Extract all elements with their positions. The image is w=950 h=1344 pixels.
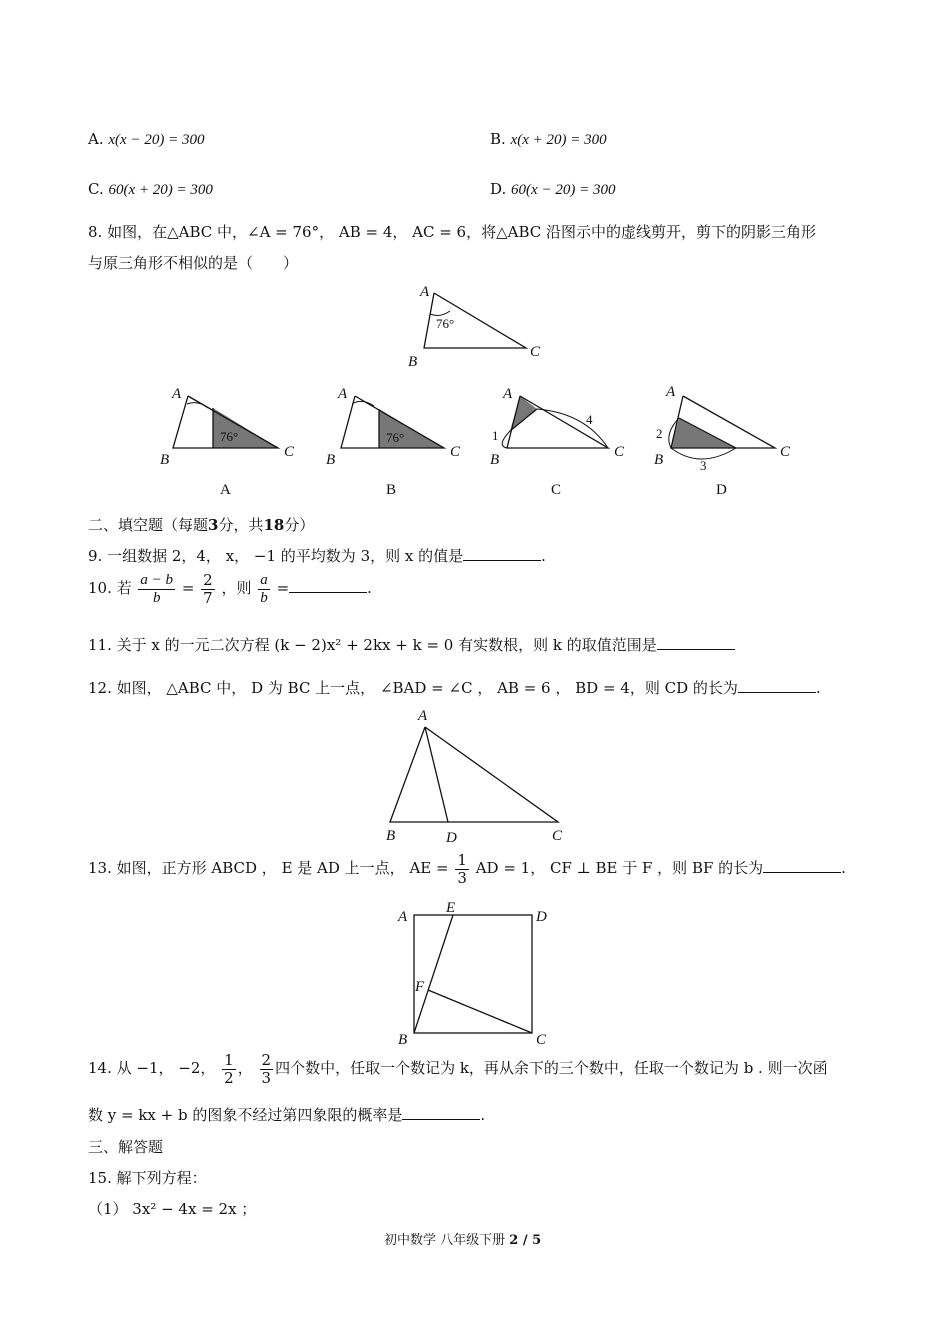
svg-text:3: 3	[700, 458, 707, 473]
q13-label-f: F	[415, 979, 425, 995]
q8-original-triangle	[408, 284, 541, 370]
q13-figure	[390, 898, 560, 1048]
q15-question: 15. 解下列方程：	[88, 1169, 207, 1187]
svg-text:B: B	[490, 452, 500, 468]
q8-option-c-figure	[490, 386, 625, 498]
q8-option-a-figure	[160, 386, 295, 498]
q8-caption-b: B	[386, 482, 397, 498]
q13-label-d: D	[536, 909, 547, 925]
q13-label-a: A	[398, 909, 408, 925]
q10-answer-blank	[289, 578, 367, 593]
q12-label-b: B	[386, 828, 396, 844]
q13-answer-blank	[763, 858, 841, 873]
svg-text:C: C	[614, 444, 625, 460]
q14-answer-blank	[402, 1105, 480, 1120]
q8-caption-c: C	[551, 482, 562, 498]
q12-figure	[370, 702, 580, 847]
page-number: 2 / 5	[509, 1233, 542, 1248]
q8-caption-a: A	[220, 482, 231, 498]
svg-text:A: A	[503, 386, 513, 402]
svg-text:A: A	[172, 386, 182, 402]
svg-text:2: 2	[656, 426, 663, 441]
svg-text:C: C	[284, 444, 295, 460]
q13-label-c: C	[536, 1032, 547, 1048]
q12-answer-blank	[738, 678, 816, 693]
q7-option-b: B. x(x + 20) = 300	[490, 130, 607, 148]
q11-question: 11. 关于 x 的一元二次方程 (k − 2)x² + 2kx + k = 0 有实数根，则 k 的取值范围是	[88, 634, 735, 655]
svg-text:B: B	[654, 452, 664, 468]
q7-option-d: D. 60(x − 20) = 300	[490, 180, 616, 198]
svg-text:4: 4	[586, 412, 593, 427]
q8-caption-d: D	[716, 482, 727, 498]
section-2-heading: 二、填空题（每题3分，共18分）	[88, 516, 315, 534]
svg-text:C: C	[450, 444, 461, 460]
q9-answer-blank	[463, 546, 541, 561]
svg-text:76°: 76°	[220, 429, 239, 444]
q8-angle-label: 76°	[436, 316, 455, 331]
q12-question: 12. 如图， △ABC 中， D 为 BC 上一点， ∠BAD = ∠C ， AB = 6 ， BD = 4，则 CD 的长为 .	[88, 679, 821, 697]
svg-text:C: C	[780, 444, 791, 460]
section-3-heading: 三、解答题	[88, 1138, 164, 1156]
svg-text:B: B	[326, 452, 336, 468]
q8-question: 8. 如图，在△ABC 中，∠A = 76°， AB = 4， AC = 6，将△ABC 沿图示中的虚线剪开，剪下的阴影三角形	[88, 223, 817, 241]
q8-label-c: C	[530, 344, 541, 360]
q8-figures	[0, 278, 950, 508]
svg-text:76°: 76°	[386, 430, 405, 445]
q7-option-c: C. 60(x + 20) = 300	[88, 180, 213, 198]
page-footer	[384, 1229, 541, 1248]
svg-text:1: 1	[492, 428, 499, 443]
q13-label-e: E	[446, 900, 456, 916]
q8-label-b: B	[408, 354, 418, 370]
q15-part-1: （1） 3x² − 4x = 2x ；	[88, 1200, 257, 1218]
q13-question: 13. 如图，正方形 ABCD ， E 是 AD 上一点， AE = $\frac{1}{3}$ AD = 1， CF ⊥ BE 于 F ，则 BF 的长为 .	[88, 851, 846, 887]
q9-question: 9. 一组数据 2，4， x， −1 的平均数为 3，则 x 的值是 .	[88, 547, 546, 565]
q11-answer-blank	[657, 635, 735, 650]
q12-label-d: D	[446, 830, 457, 846]
footer-title: 初中数学 八年级下册	[384, 1233, 506, 1248]
q7-option-a: A. x(x − 20) = 300	[88, 130, 205, 148]
q12-label-c: C	[552, 828, 563, 844]
svg-text:B: B	[160, 452, 170, 468]
q8-label-a: A	[420, 284, 430, 300]
q8-option-d-figure	[654, 384, 791, 498]
q8-question-line2: 与原三角形不相似的是（ ）	[88, 254, 299, 272]
q14-question-line2: 数 y = kx + b 的图象不经过第四象限的概率是 .	[88, 1106, 486, 1124]
q14-question: 14. 从 −1， −2， $\frac{1}{2}$ ， $\frac{2}{3}$ 四个数中，任取一个数记为 k，再从余下的三个数中，任取一个数记为 b . 则一次函	[88, 1051, 828, 1087]
svg-text:A: A	[666, 384, 676, 400]
q10-question: 10. 若 $\frac{a - b}{b}$ = $\frac{2}{7}$ ，则 $\frac{a}{b}$ = .	[88, 571, 372, 607]
q8-option-b-figure	[326, 386, 461, 498]
svg-text:A: A	[338, 386, 348, 402]
q12-label-a: A	[418, 708, 428, 724]
q13-label-b: B	[398, 1032, 408, 1048]
